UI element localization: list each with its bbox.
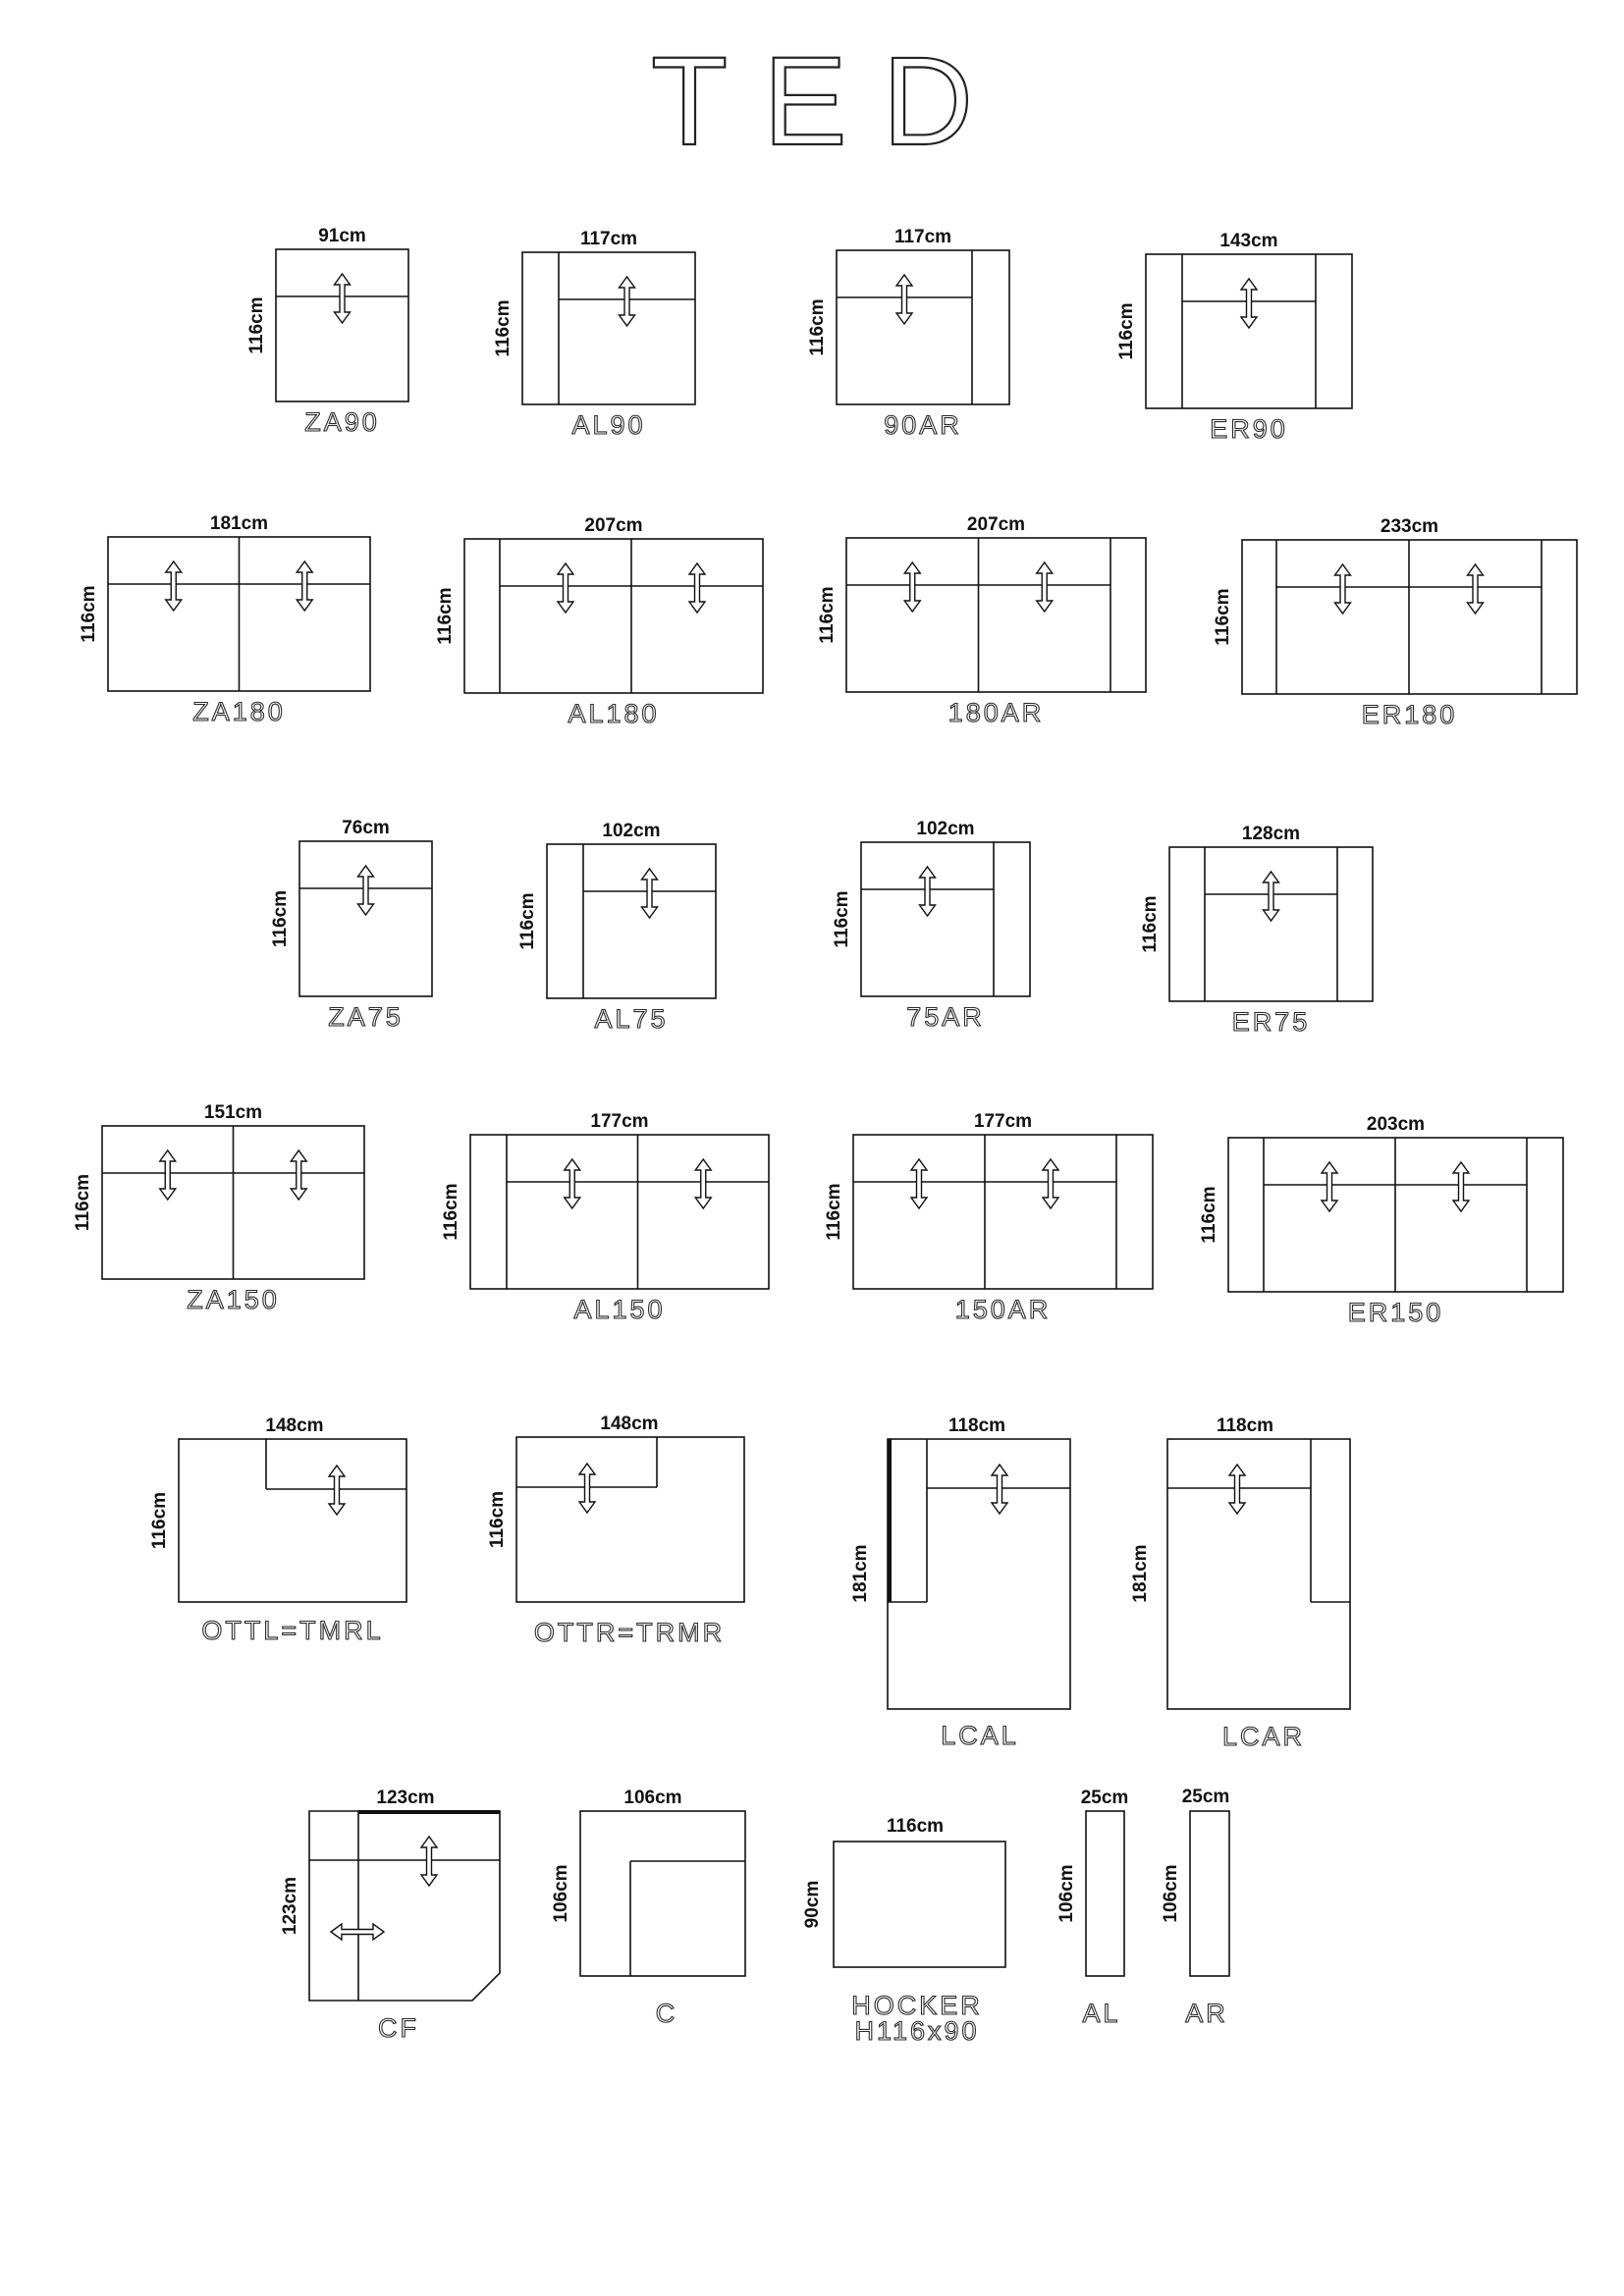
module-label: LCAR [1221,1722,1306,1751]
module-label: ZA90 [304,407,380,437]
module-al150 [441,1111,769,1324]
height-dimension: 116cm [817,586,838,644]
double-arrow-icon [291,1150,306,1200]
module-label: CF [378,2013,419,2043]
double-arrow-icon [166,561,182,611]
module-label: ZA180 [192,697,286,726]
height-dimension: 116cm [1199,1186,1219,1244]
height-dimension: 123cm [280,1876,300,1936]
width-dimension: 233cm [1380,516,1439,537]
module-label: 150AR [954,1295,1052,1324]
double-arrow-icon [160,1150,176,1200]
module-90ar [807,227,1009,440]
height-dimension: 116cm [517,892,538,950]
double-arrow-icon [335,274,351,323]
width-dimension: 148cm [265,1415,324,1436]
width-dimension: 203cm [1366,1114,1426,1135]
outline [834,1842,1005,1967]
module-label: AL150 [573,1295,666,1324]
width-dimension: 128cm [1241,824,1301,844]
double-arrow-icon [1037,562,1053,612]
module-za150 [73,1102,364,1314]
outline [888,1439,1070,1709]
module-za75 [270,818,432,1032]
outline [547,844,716,998]
module-ar [1161,1787,1229,2028]
height-dimension: 116cm [1116,302,1137,360]
outline [1190,1811,1229,1976]
module-al75 [517,821,716,1034]
double-arrow-icon [1468,564,1484,614]
outline [1167,1439,1350,1709]
double-arrow-icon [558,563,573,613]
outline [309,1811,500,2001]
module-lcar [1130,1415,1350,1751]
double-arrow-icon [689,563,705,613]
width-dimension: 117cm [893,227,952,247]
height-dimension: 116cm [270,889,291,948]
width-dimension: 118cm [947,1415,1006,1436]
outline [522,252,695,404]
module-er75 [1140,824,1373,1037]
module-label: AR [1185,1999,1228,2028]
height-dimension: 116cm [1140,895,1161,953]
module-label: ER180 [1361,700,1458,729]
double-arrow-icon [1322,1162,1337,1211]
module-label: 90AR [884,410,962,440]
outline [1169,847,1373,1001]
width-dimension: 177cm [590,1111,649,1132]
width-dimension: 102cm [602,821,661,841]
double-arrow-icon [1264,872,1279,921]
module-180ar [817,514,1146,727]
module-al [1056,1788,1128,2028]
width-dimension: 106cm [623,1788,682,1808]
height-dimension: 116cm [435,587,456,645]
width-dimension: 143cm [1219,231,1278,251]
outline [470,1135,769,1289]
module-label: ER75 [1231,1007,1311,1037]
double-arrow-icon [896,275,912,324]
module-er90 [1116,231,1352,444]
double-arrow-icon [1453,1162,1469,1211]
outline [1146,254,1352,408]
outline [846,538,1146,692]
module-label: C [655,1999,678,2028]
double-arrow-icon [620,277,635,326]
height-dimension: 181cm [850,1544,871,1603]
module-label: OTTL=TMRL [201,1616,384,1645]
height-dimension: 116cm [487,1490,508,1549]
module-75ar [832,819,1030,1032]
width-dimension: 207cm [584,515,643,536]
module-label: ZA75 [328,1002,404,1032]
module-label: LCAL [941,1721,1019,1750]
module-label: AL [1082,1999,1121,2028]
width-dimension: 76cm [342,818,390,838]
double-arrow-icon [642,869,658,918]
module-label: 180AR [947,698,1045,727]
height-dimension: 181cm [1130,1544,1151,1603]
height-dimension: 116cm [79,585,99,643]
module-al90 [493,229,695,440]
module-label: 75AR [906,1002,985,1032]
width-dimension: 25cm [1080,1788,1129,1808]
double-arrow-icon [992,1465,1007,1514]
outline [299,841,432,996]
module-ottr [487,1414,744,1647]
double-arrow-icon [1335,564,1351,614]
height-dimension: 116cm [73,1173,93,1232]
width-dimension: 118cm [1216,1415,1274,1436]
width-dimension: 148cm [600,1414,659,1434]
module-label: ER90 [1210,414,1288,444]
module-label: ZA150 [187,1285,280,1314]
double-arrow-icon [358,866,374,915]
height-dimension: 116cm [246,296,267,354]
width-dimension: 116cm [886,1816,945,1837]
module-label: AL180 [568,699,660,728]
width-dimension: 151cm [203,1102,263,1123]
module-lcal [850,1415,1070,1750]
module-za180 [79,513,370,726]
height-dimension: 116cm [1213,588,1233,646]
height-dimension: 116cm [441,1183,461,1241]
width-dimension: 102cm [916,819,975,839]
outline [464,539,763,693]
module-150ar [824,1111,1153,1324]
width-dimension: 177cm [973,1111,1033,1132]
width-dimension: 207cm [966,514,1026,535]
double-arrow-icon [904,562,920,612]
double-arrow-icon [1229,1465,1245,1514]
double-arrow-icon [1241,279,1257,328]
height-dimension: 106cm [1056,1864,1077,1923]
height-dimension: 116cm [832,890,852,948]
double-arrow-icon [579,1464,595,1513]
module-label-secondary: H116x90 [854,2016,980,2046]
height-dimension: 106cm [551,1864,571,1923]
double-arrow-icon [331,1924,384,1940]
width-dimension: 25cm [1181,1787,1230,1807]
double-arrow-icon [421,1837,437,1886]
module-za90 [246,226,408,437]
module-label: AL90 [571,410,646,440]
width-dimension: 91cm [318,226,366,246]
height-dimension: 116cm [149,1491,170,1550]
height-dimension: 90cm [802,1880,823,1929]
double-arrow-icon [911,1159,927,1208]
page-title: TED [651,31,1008,172]
outline [1086,1811,1124,1976]
height-dimension: 116cm [824,1183,844,1241]
outline [580,1811,745,1976]
width-dimension: 117cm [579,229,638,249]
double-arrow-icon [920,867,936,916]
outline [837,250,1009,404]
module-label: ER150 [1347,1298,1444,1327]
double-arrow-icon [565,1159,580,1208]
outline [861,842,1030,996]
width-dimension: 123cm [376,1788,435,1808]
module-hocker [802,1816,1005,2046]
module-er150 [1199,1114,1563,1327]
module-ottl [149,1415,406,1645]
double-arrow-icon [695,1159,711,1208]
height-dimension: 106cm [1161,1864,1181,1923]
module-cf [280,1788,500,2043]
outline [516,1437,744,1602]
module-c [551,1788,745,2028]
width-dimension: 181cm [209,513,269,534]
outline [179,1439,406,1602]
height-dimension: 116cm [493,299,514,357]
module-label: OTTR=TRMR [533,1618,726,1647]
module-label: HOCKER [851,1991,983,2020]
double-arrow-icon [329,1466,345,1515]
module-al180 [435,515,763,728]
double-arrow-icon [1043,1159,1058,1208]
double-arrow-icon [297,561,312,611]
module-er180 [1213,516,1577,729]
outline [276,249,408,401]
module-label: AL75 [594,1004,669,1034]
height-dimension: 116cm [807,298,828,356]
outline [853,1135,1153,1289]
